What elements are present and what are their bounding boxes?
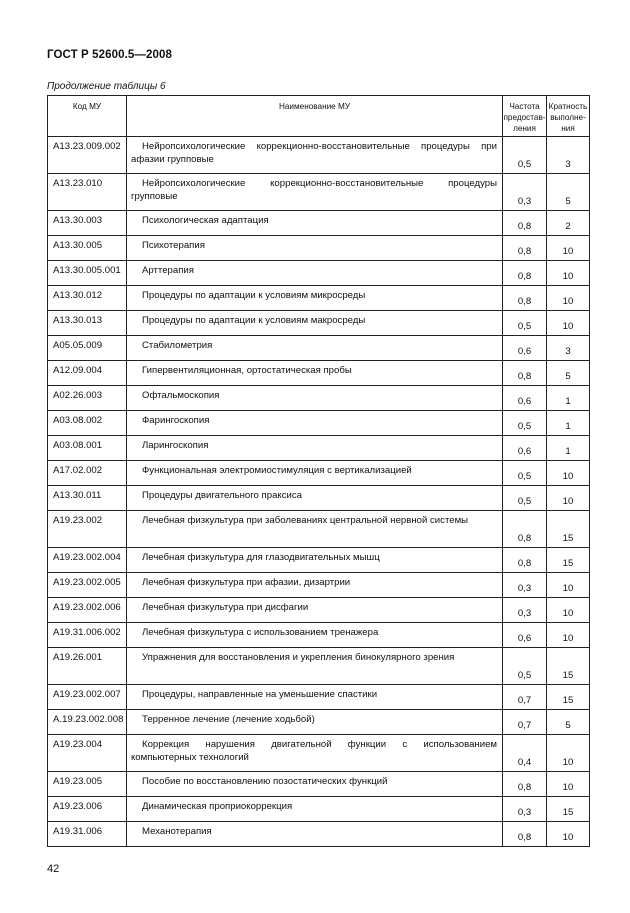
service-name-text: Пособие по восстановлению позостатических функций: [142, 776, 388, 787]
table-row: [48, 797, 590, 822]
multiplicity-cell: 10: [547, 486, 590, 511]
frequency-cell: 0,8: [503, 286, 547, 311]
table-row: [48, 511, 590, 548]
service-name-text: Стабилометрия: [142, 340, 213, 351]
table-caption: Продолжение таблицы 6: [47, 81, 166, 92]
multiplicity-cell: 10: [547, 573, 590, 598]
service-name-cell: [127, 548, 503, 573]
multiplicity-cell: 1: [547, 436, 590, 461]
table-body: [48, 137, 590, 847]
service-name-cell: [127, 411, 503, 436]
frequency-cell: 0,4: [503, 735, 547, 772]
service-name-text: Процедуры по адаптации к условиям микросреды: [142, 290, 366, 301]
table-row: [48, 261, 590, 286]
service-name-cell: [127, 511, 503, 548]
service-name-text: Психотерапия: [142, 240, 205, 251]
table-row: [48, 548, 590, 573]
frequency-cell: 0,7: [503, 710, 547, 735]
service-code-cell: A19.23.006: [48, 797, 127, 822]
service-name-cell: [127, 735, 503, 772]
table-row: [48, 436, 590, 461]
service-code-cell: A13.30.012: [48, 286, 127, 311]
frequency-cell: 0,5: [503, 648, 547, 685]
service-name-text: Терренное лечение (лечение ходьбой): [142, 714, 315, 725]
service-name-cell: [127, 261, 503, 286]
table-row: [48, 336, 590, 361]
service-name-text: Лечебная физкультура для глазодвигательных мышц: [142, 552, 380, 563]
service-code-cell: A19.31.006.002: [48, 623, 127, 648]
column-header-multiplicity: Кратность выполне- ния: [547, 96, 590, 137]
frequency-cell: 0,6: [503, 436, 547, 461]
service-name-cell: [127, 174, 503, 211]
multiplicity-cell: 5: [547, 361, 590, 386]
service-name-text: Динамическая проприокоррекция: [142, 801, 293, 812]
service-code-cell: A19.23.005: [48, 772, 127, 797]
service-name-cell: [127, 573, 503, 598]
multiplicity-cell: 2: [547, 211, 590, 236]
table-row: [48, 735, 590, 772]
multiplicity-cell: 3: [547, 336, 590, 361]
service-code-cell: A19.23.002: [48, 511, 127, 548]
service-name-text: Нейропсихологические коррекционно-восстановительные процедуры групповые: [131, 178, 497, 202]
table-row: [48, 236, 590, 261]
table-row: [48, 211, 590, 236]
frequency-cell: 0,5: [503, 486, 547, 511]
service-code-cell: A03.08.002: [48, 411, 127, 436]
multiplicity-cell: 10: [547, 772, 590, 797]
table-header-row: [48, 96, 590, 137]
frequency-cell: 0,8: [503, 772, 547, 797]
service-code-cell: A13.30.011: [48, 486, 127, 511]
multiplicity-cell: 3: [547, 137, 590, 174]
frequency-cell: 0,5: [503, 461, 547, 486]
service-name-text: Офтальмоскопия: [142, 390, 220, 401]
service-name-cell: [127, 211, 503, 236]
frequency-cell: 0,8: [503, 511, 547, 548]
table-row: [48, 822, 590, 847]
service-name-text: Лечебная физкультура при афазии, дизартрии: [142, 577, 351, 588]
table-row: [48, 137, 590, 174]
frequency-cell: 0,8: [503, 361, 547, 386]
table-row: [48, 174, 590, 211]
frequency-cell: 0,8: [503, 548, 547, 573]
service-code-cell: A19.23.004: [48, 735, 127, 772]
service-name-text: Процедуры, направленные на уменьшение спастики: [142, 689, 378, 700]
service-name-text: Ларингоскопия: [142, 440, 209, 451]
frequency-cell: 0,8: [503, 211, 547, 236]
service-name-cell: [127, 137, 503, 174]
service-code-cell: A13.30.005: [48, 236, 127, 261]
service-name-cell: [127, 710, 503, 735]
service-name-cell: [127, 386, 503, 411]
service-code-cell: A19.23.002.004: [48, 548, 127, 573]
service-code-cell: A05.05.009: [48, 336, 127, 361]
table-row: [48, 286, 590, 311]
multiplicity-cell: 10: [547, 286, 590, 311]
table-row: [48, 461, 590, 486]
frequency-cell: 0,3: [503, 797, 547, 822]
service-name-cell: [127, 623, 503, 648]
service-code-cell: A03.08.001: [48, 436, 127, 461]
frequency-cell: 0,3: [503, 174, 547, 211]
table-row: [48, 486, 590, 511]
table-row: [48, 386, 590, 411]
service-name-text: Механотерапия: [142, 826, 212, 837]
service-code-cell: A19.31.006: [48, 822, 127, 847]
service-code-cell: A13.30.013: [48, 311, 127, 336]
multiplicity-cell: 15: [547, 511, 590, 548]
service-code-cell: A02.26.003: [48, 386, 127, 411]
service-name-text: Нейропсихологические коррекционно-восстановительные процедуры при афазии групповые: [131, 141, 497, 165]
service-name-cell: [127, 486, 503, 511]
service-name-text: Лечебная физкультура с использованием тренажера: [142, 627, 379, 638]
service-code-cell: A13.30.005.001: [48, 261, 127, 286]
service-name-cell: [127, 772, 503, 797]
service-name-text: Психологическая адаптация: [142, 215, 269, 226]
frequency-cell: 0,5: [503, 311, 547, 336]
frequency-cell: 0,6: [503, 623, 547, 648]
service-code-cell: A19.26.001: [48, 648, 127, 685]
multiplicity-cell: 10: [547, 735, 590, 772]
table-row: [48, 685, 590, 710]
service-name-text: Процедуры двигательного праксиса: [142, 490, 303, 501]
service-name-cell: [127, 361, 503, 386]
service-code-cell: A13.30.003: [48, 211, 127, 236]
service-name-text: Процедуры по адаптации к условиям макросреды: [142, 315, 366, 326]
service-code-cell: A19.23.002.006: [48, 598, 127, 623]
multiplicity-cell: 15: [547, 548, 590, 573]
service-name-cell: [127, 286, 503, 311]
service-name-cell: [127, 648, 503, 685]
table-row: [48, 648, 590, 685]
table-row: [48, 311, 590, 336]
frequency-cell: 0,7: [503, 685, 547, 710]
multiplicity-cell: 10: [547, 311, 590, 336]
frequency-cell: 0,5: [503, 411, 547, 436]
multiplicity-cell: 5: [547, 174, 590, 211]
service-code-cell: A13.23.009.002: [48, 137, 127, 174]
frequency-cell: 0,3: [503, 573, 547, 598]
frequency-cell: 0,8: [503, 236, 547, 261]
service-name-text: Арттерапия: [142, 265, 194, 276]
multiplicity-cell: 15: [547, 648, 590, 685]
multiplicity-cell: 1: [547, 411, 590, 436]
multiplicity-cell: 10: [547, 461, 590, 486]
frequency-cell: 0,3: [503, 598, 547, 623]
document-title: ГОСТ Р 52600.5—2008: [47, 49, 172, 61]
service-name-cell: [127, 685, 503, 710]
table-row: [48, 598, 590, 623]
service-name-cell: [127, 598, 503, 623]
service-name-text: Гипервентиляционная, ортостатическая пробы: [142, 365, 352, 376]
service-code-cell: A19.23.002.005: [48, 573, 127, 598]
table-row: [48, 573, 590, 598]
table-row: [48, 361, 590, 386]
multiplicity-cell: 15: [547, 797, 590, 822]
column-header-name: Наименование МУ: [127, 96, 503, 137]
service-code-cell: A17.02.002: [48, 461, 127, 486]
service-code-cell: A12.09.004: [48, 361, 127, 386]
table-row: [48, 772, 590, 797]
service-code-cell: A13.23.010: [48, 174, 127, 211]
table-row: [48, 411, 590, 436]
page-number: 42: [47, 863, 60, 875]
table-row: [48, 710, 590, 735]
service-name-cell: [127, 336, 503, 361]
frequency-cell: 0,8: [503, 822, 547, 847]
service-name-text: Коррекция нарушения двигательной функции с использованием компьютерных технологий: [131, 739, 497, 763]
service-name-text: Фарингоскопия: [142, 415, 210, 426]
services-table: [47, 95, 590, 847]
table-row: [48, 623, 590, 648]
multiplicity-cell: 15: [547, 685, 590, 710]
column-header-frequency: Частота предостав- ления: [503, 96, 547, 137]
service-code-cell: A.19.23.002.008: [48, 710, 127, 735]
service-name-text: Упражнения для восстановления и укрепления бинокулярного зрения: [142, 652, 455, 663]
service-name-cell: [127, 461, 503, 486]
service-name-cell: [127, 797, 503, 822]
multiplicity-cell: 1: [547, 386, 590, 411]
multiplicity-cell: 10: [547, 261, 590, 286]
service-code-cell: A19.23.002.007: [48, 685, 127, 710]
service-name-text: Лечебная физкультура при дисфагии: [142, 602, 309, 613]
service-name-text: Лечебная физкультура при заболеваниях центральной нервной системы: [142, 515, 469, 526]
frequency-cell: 0,5: [503, 137, 547, 174]
multiplicity-cell: 10: [547, 598, 590, 623]
multiplicity-cell: 10: [547, 623, 590, 648]
service-name-cell: [127, 236, 503, 261]
multiplicity-cell: 10: [547, 236, 590, 261]
multiplicity-cell: 5: [547, 710, 590, 735]
multiplicity-cell: 10: [547, 822, 590, 847]
frequency-cell: 0,6: [503, 336, 547, 361]
column-header-code: Код МУ: [48, 96, 127, 137]
service-name-cell: [127, 822, 503, 847]
service-name-text: Функциональная электромиостимуляция с вертикализацией: [142, 465, 412, 476]
service-name-cell: [127, 311, 503, 336]
frequency-cell: 0,6: [503, 386, 547, 411]
frequency-cell: 0,8: [503, 261, 547, 286]
service-name-cell: [127, 436, 503, 461]
